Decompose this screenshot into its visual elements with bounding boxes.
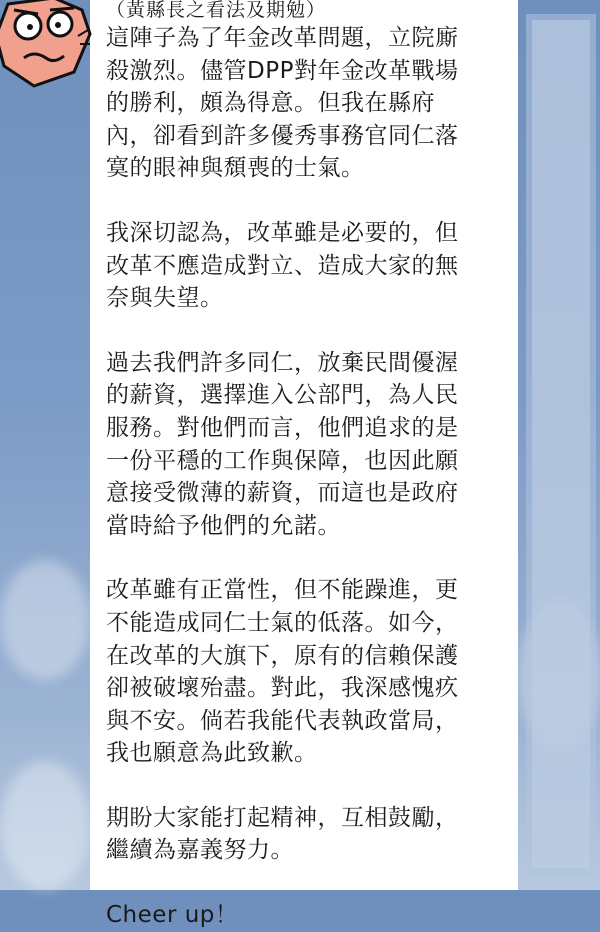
text-line: 當時給予他們的允諾。	[106, 512, 341, 539]
paragraph-6	[106, 899, 502, 932]
paragraph-2	[106, 217, 502, 315]
text-line: 寞的眼神與頹喪的士氣。	[106, 155, 365, 182]
closing-line: Cheer up！	[106, 902, 239, 929]
text-line: 奈與失望。	[106, 285, 224, 312]
message-bubble	[90, 0, 518, 929]
paragraph-1	[106, 22, 502, 185]
text-line: 服務。對他們而言，他們追求的是	[106, 414, 459, 441]
text-line: 內，卻看到許多優秀事務官同仁落	[106, 122, 459, 149]
text-line: 意接受微薄的薪資，而這也是政府	[106, 480, 459, 507]
text-line: 不能造成同仁士氣的低落。如今，	[106, 609, 459, 636]
paragraph-5	[106, 802, 502, 867]
paragraph-4	[106, 574, 502, 770]
sky-cloud	[0, 760, 90, 890]
side-panel	[526, 14, 596, 874]
sky-cloud	[0, 560, 90, 680]
text-line: 期盼大家能打起精神，互相鼓勵，	[106, 804, 459, 831]
text-line: 繼續為嘉義努力。	[106, 837, 294, 864]
text-line: 改革雖有正當性，但不能躁進，更	[106, 577, 459, 604]
post-header: （黃縣長之看法及期勉）	[106, 0, 327, 21]
text-line: 卻被破壞殆盡。對此，我深感愧疚	[106, 675, 459, 702]
text-line: 的勝利，頗為得意。但我在縣府	[106, 90, 435, 117]
text-line: 過去我們許多同仁，放棄民間優渥	[106, 349, 459, 376]
text-line: 我也願意為此致歉。	[106, 740, 318, 767]
text-line: 一份平穩的工作與保障，也因此願	[106, 447, 459, 474]
text-line: 我深切認為，改革雖是必要的，但	[106, 219, 459, 246]
paragraph-3	[106, 347, 502, 543]
text-line: 改革不應造成對立、造成大家的無	[106, 252, 459, 279]
text-line: 殺激烈。儘管DPP對年金改革戰場	[106, 57, 459, 84]
text-line: 與不安。倘若我能代表執政當局，	[106, 707, 459, 734]
text-line: 這陣子為了年金改革問題，立院廝	[106, 25, 459, 51]
text-line: 在改革的大旗下，原有的信賴保護	[106, 642, 459, 669]
text-line: 的薪資，選擇進入公部門，為人民	[106, 382, 459, 409]
frustrated-face-sticker-icon	[0, 0, 94, 88]
